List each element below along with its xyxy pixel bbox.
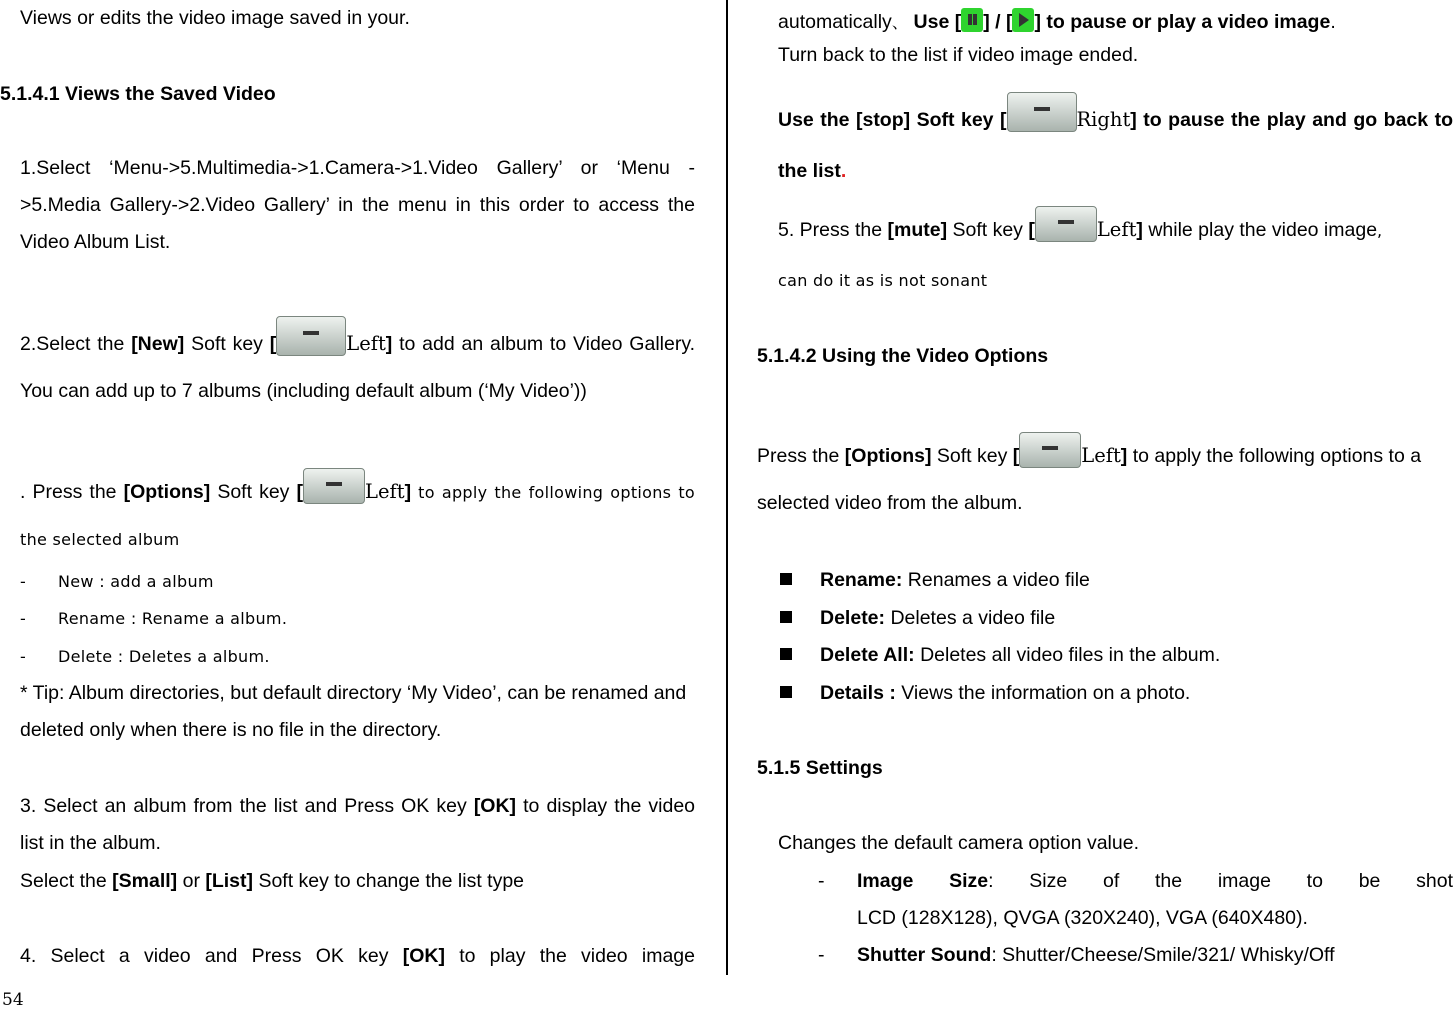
- page-number: 54: [2, 990, 24, 1010]
- play-pause-text: automatically、 Use [ ] / [ ] to pause or play a video image.: [778, 4, 1453, 41]
- bullet-details: Details : Views the information on a photo.: [780, 675, 1190, 711]
- section-heading-5-1-5: 5.1.5 Settings: [757, 757, 883, 779]
- turn-back-text: Turn back to the list if video image ended.: [778, 44, 1139, 66]
- album-option-rename: - Rename : Rename a album.: [20, 609, 288, 628]
- video-options-intro: Press the [Options] Soft key [ Left] to apply the following options to a selected video from the album.: [757, 432, 1453, 527]
- bullet-rename: Rename: Renames a video file: [780, 562, 1090, 598]
- album-option-delete: - Delete : Deletes a album.: [20, 647, 270, 666]
- step-4: 4. Select a video and Press OK key [OK] to play the video image: [20, 945, 695, 967]
- bullet-square-icon: [780, 611, 792, 623]
- bullet-square-icon: [780, 573, 792, 585]
- pause-icon: [961, 8, 983, 32]
- play-icon: [1012, 8, 1034, 32]
- setting-image-size: - Image Size: Size of the image to be shot: [818, 870, 1453, 892]
- soft-key-icon: [1019, 432, 1081, 468]
- soft-key-icon: [1035, 206, 1097, 242]
- stop-text: Use the [stop] Soft key [ Right] to pause the play and go back to the list.: [778, 92, 1453, 197]
- list-type-text: Select the [Small] or [List] Soft key to change the list type: [20, 870, 525, 892]
- step-1: 1.Select ‘Menu->5.Multimedia->1.Camera->1.Video Gallery’ or ‘Menu ->5.Media Gallery->2.Video Gallery’ in the menu in this order to access the Video Album List.: [20, 157, 695, 253]
- bullet-delete-all: Delete All: Deletes all video files in the album.: [780, 637, 1220, 673]
- mute-text: 5. Press the [mute] Soft key [ Left] while play the video image,: [778, 206, 1453, 254]
- section-heading-5-1-4-1: 5.1.4.1 Views the Saved Video: [0, 83, 276, 105]
- soft-key-icon: [303, 468, 365, 504]
- bullet-delete: Delete: Deletes a video file: [780, 600, 1055, 636]
- soft-key-icon: [1007, 92, 1077, 132]
- bullet-square-icon: [780, 648, 792, 660]
- right-column: [736, 0, 1453, 975]
- options-intro: . Press the [Options] Soft key [ Left] to apply the following options to the selected album: [20, 468, 695, 563]
- tip-text: * Tip: Album directories, but default directory ‘My Video’, can be renamed and deleted only when there is no file in the directory.: [20, 682, 687, 741]
- album-option-new: - New : add a album: [20, 572, 214, 591]
- step-2: 2.Select the [New] Soft key [ Left] to add an album to Video Gallery. You can add up to 7 albums (including default album (‘My Video’)): [20, 316, 695, 415]
- soft-key-icon: [276, 316, 346, 356]
- setting-image-size-values: LCD (128X128), QVGA (320X240), VGA (640X480).: [857, 907, 1308, 929]
- setting-shutter-sound: - Shutter Sound: Shutter/Cheese/Smile/321/ Whisky/Off: [818, 944, 1335, 966]
- mute-note: can do it as is not sonant: [778, 271, 988, 290]
- column-divider: [726, 0, 728, 975]
- step-3: 3. Select an album from the list and Press OK key [OK] to display the video list in the album.: [20, 795, 696, 854]
- section-heading-5-1-4-2: 5.1.4.2 Using the Video Options: [757, 345, 1049, 367]
- intro-text: Views or edits the video image saved in your.: [20, 7, 410, 29]
- left-column: [0, 0, 718, 975]
- settings-intro: Changes the default camera option value.: [778, 832, 1139, 854]
- bullet-square-icon: [780, 686, 792, 698]
